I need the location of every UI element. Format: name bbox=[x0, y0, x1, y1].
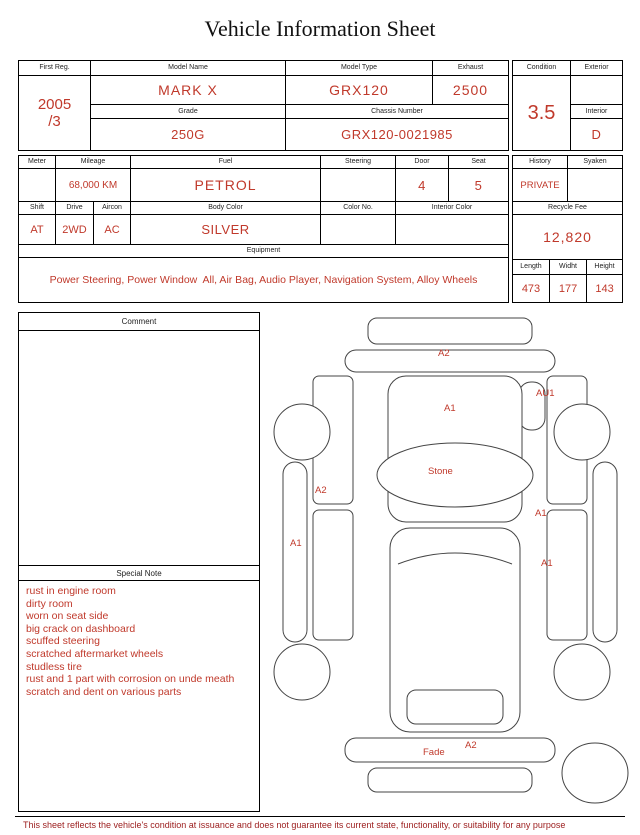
car-diagram-svg bbox=[265, 310, 635, 810]
spare-wheel-shape bbox=[562, 743, 628, 803]
disclaimer-text: This sheet reflects the vehicle's condition at issuance and does not guarantee its current state, functionality, or suitability for any purpose bbox=[15, 816, 625, 830]
color-no-value bbox=[321, 215, 396, 245]
history-value-row bbox=[513, 169, 623, 202]
steering-label: Steering bbox=[321, 156, 396, 169]
condition-table bbox=[512, 60, 623, 151]
special-note-item: scratched aftermarket wheels bbox=[26, 647, 164, 660]
roof-panel-shape bbox=[368, 318, 532, 344]
page-title: Vehicle Information Sheet bbox=[204, 16, 436, 41]
aircon-value: AC bbox=[94, 215, 131, 245]
right-sill-shape bbox=[593, 462, 617, 642]
interior-value: D bbox=[571, 119, 623, 151]
damage-annotation: A2 bbox=[315, 485, 327, 496]
fuel-value: PETROL bbox=[131, 169, 321, 202]
history-fee-table bbox=[512, 155, 623, 303]
seat-label: Seat bbox=[449, 156, 509, 169]
comment-area bbox=[19, 331, 259, 565]
color-no-label: Color No. bbox=[321, 202, 396, 215]
details-header-row-2 bbox=[19, 202, 509, 215]
recycle-fee-value: 12,820 bbox=[513, 215, 623, 260]
damage-annotation: Fade bbox=[423, 747, 445, 758]
recycle-fee-header-row bbox=[513, 202, 623, 215]
special-note-item: scratch and dent on various parts bbox=[26, 685, 182, 698]
dimensions-value-row bbox=[513, 275, 623, 303]
fuel-label: Fuel bbox=[131, 156, 321, 169]
details-header-row-1 bbox=[19, 156, 509, 169]
meter-label: Meter bbox=[19, 156, 56, 169]
chassis-number-value: GRX120-0021985 bbox=[286, 119, 509, 151]
shift-value: AT bbox=[19, 215, 56, 245]
height-value: 143 bbox=[587, 275, 623, 303]
damage-annotation: A2 bbox=[438, 348, 450, 359]
steering-value bbox=[321, 169, 396, 202]
damage-annotation: AU1 bbox=[536, 388, 555, 399]
equipment-value: Power Steering, Power Window All, Air Bag, Audio Player, Navigation System, Alloy Wheels bbox=[19, 258, 509, 303]
rear-panel-shape bbox=[368, 768, 532, 792]
door-value: 4 bbox=[396, 169, 449, 202]
special-note-item: dirty room bbox=[26, 597, 73, 610]
comment-header: Comment bbox=[19, 313, 259, 331]
damage-annotation: A1 bbox=[541, 558, 553, 569]
history-value: PRIVATE bbox=[513, 169, 568, 202]
condition-value: 3.5 bbox=[513, 76, 571, 151]
condition-label: Condition bbox=[513, 61, 571, 76]
model-type-value: GRX120 bbox=[286, 76, 433, 105]
syaken-value bbox=[568, 169, 623, 202]
grade-value: 250G bbox=[91, 119, 286, 151]
dimensions-header-row bbox=[513, 260, 623, 275]
interior-color-value bbox=[396, 215, 509, 245]
damage-annotation: A2 bbox=[465, 740, 477, 751]
rear-bumper-shape bbox=[345, 738, 555, 762]
special-note-header: Special Note bbox=[19, 565, 259, 581]
front-bumper-shape bbox=[345, 350, 555, 372]
model-name-label: Model Name bbox=[91, 61, 286, 76]
damage-annotation: Stone bbox=[428, 466, 453, 477]
history-header-row bbox=[513, 156, 623, 169]
shift-label: Shift bbox=[19, 202, 56, 215]
recycle-fee-value-row bbox=[513, 215, 623, 260]
special-note-item: rust and 1 part with corrosion on unde meath bbox=[26, 673, 235, 686]
windshield-shape bbox=[377, 443, 533, 507]
exhaust-value: 2500 bbox=[433, 76, 509, 105]
equipment-label: Equipment bbox=[19, 245, 509, 258]
exterior-value bbox=[571, 76, 623, 105]
mileage-value: 68,000 KM bbox=[56, 169, 131, 202]
first-reg-year: 2005 bbox=[37, 96, 72, 113]
damage-annotation: A1 bbox=[444, 403, 456, 414]
wheel-front-left bbox=[274, 404, 330, 460]
mileage-label: Mileage bbox=[56, 156, 131, 169]
left-sill-shape bbox=[283, 462, 307, 642]
syaken-label: Syaken bbox=[568, 156, 623, 169]
body-color-value: SILVER bbox=[131, 215, 321, 245]
special-note-item: worn on seat side bbox=[26, 610, 109, 623]
interior-label: Interior bbox=[571, 105, 623, 119]
special-note-item: scuffed steering bbox=[26, 635, 100, 648]
recycle-fee-label: Recycle Fee bbox=[513, 202, 623, 215]
drive-label: Drive bbox=[56, 202, 94, 215]
length-value: 473 bbox=[513, 275, 550, 303]
drive-value: 2WD bbox=[56, 215, 94, 245]
left-rear-door-shape bbox=[313, 510, 353, 640]
width-label: Widht bbox=[550, 260, 587, 275]
special-note-item: rust in engine room bbox=[26, 585, 116, 597]
model-name-value: MARK X bbox=[91, 76, 286, 105]
seat-value: 5 bbox=[449, 169, 509, 202]
damage-annotation: A1 bbox=[290, 538, 302, 549]
damage-annotation: A1 bbox=[535, 508, 547, 519]
wheel-rear-left bbox=[274, 644, 330, 700]
details-value-row-2 bbox=[19, 215, 509, 245]
door-label: Door bbox=[396, 156, 449, 169]
trunk-lid-shape bbox=[407, 690, 503, 724]
equipment-value-row bbox=[19, 258, 509, 303]
special-note-list bbox=[19, 581, 259, 702]
exterior-label: Exterior bbox=[571, 61, 623, 76]
chassis-number-label: Chassis Number bbox=[286, 105, 509, 119]
first-reg-label: First Reg. bbox=[19, 61, 91, 76]
history-label: History bbox=[513, 156, 568, 169]
width-value: 177 bbox=[550, 275, 587, 303]
registration-table bbox=[18, 60, 509, 151]
details-value-row-1 bbox=[19, 169, 509, 202]
grade-label: Grade bbox=[91, 105, 286, 119]
car-damage-diagram bbox=[265, 310, 635, 810]
first-reg-month: /3 bbox=[48, 113, 61, 130]
comment-box bbox=[18, 312, 260, 812]
wheel-front-right bbox=[554, 404, 610, 460]
exhaust-label: Exhaust bbox=[433, 61, 509, 76]
interior-color-label: Interior Color bbox=[396, 202, 509, 215]
special-note-item: studless tire bbox=[26, 660, 83, 673]
right-rear-door-shape bbox=[547, 510, 587, 640]
condition-value-row bbox=[513, 76, 623, 105]
wheel-rear-right bbox=[554, 644, 610, 700]
equipment-header-row bbox=[19, 245, 509, 258]
meter-value bbox=[19, 169, 56, 202]
body-color-label: Body Color bbox=[131, 202, 321, 215]
condition-header-row bbox=[513, 61, 623, 76]
grade-header-row bbox=[19, 105, 509, 119]
length-label: Length bbox=[513, 260, 550, 275]
grade-value-row bbox=[19, 119, 509, 151]
registration-value-row bbox=[19, 76, 509, 105]
special-note-item: big crack on dashboard bbox=[26, 622, 136, 635]
model-type-label: Model Type bbox=[286, 61, 433, 76]
first-reg-value bbox=[19, 76, 91, 151]
details-table bbox=[18, 155, 509, 303]
aircon-label: Aircon bbox=[94, 202, 131, 215]
height-label: Height bbox=[587, 260, 623, 275]
registration-header-row bbox=[19, 61, 509, 76]
